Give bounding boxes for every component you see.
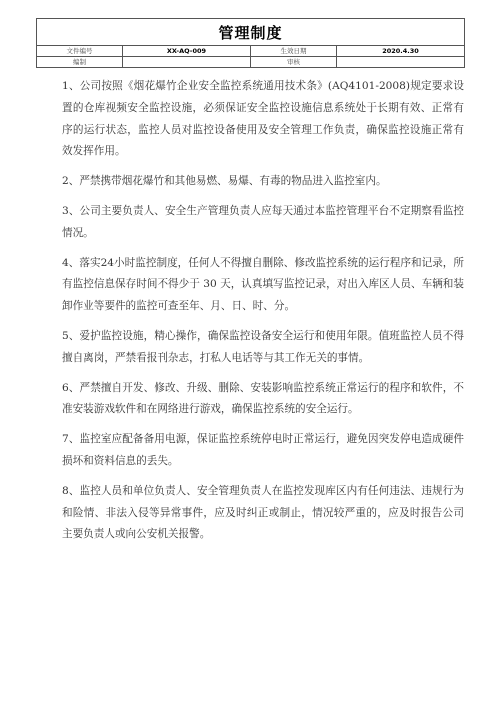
reviewed-by-label: 审核 xyxy=(251,57,337,68)
clause-3: 3、公司主要负责人、安全生产管理负责人应每天通过本监控管理平台不定期察看监控情况。 xyxy=(62,204,464,239)
doc-number-label: 文件编号 xyxy=(37,46,123,57)
compiled-by-value xyxy=(123,57,251,68)
document-title: 管理制度 xyxy=(37,19,465,46)
clause-2: 2、严禁携带烟花爆竹和其他易燃、易爆、有毒的物品进入监控室内。 xyxy=(62,175,387,188)
clause-5: 5、爱护监控设施，精心操作，确保监控设备安全运行和使用年限。值班监控人员不得擅自离岗，严禁看报刊杂志，打私人电话等与其工作无关的事情。 xyxy=(62,329,464,364)
effective-date-label: 生效日期 xyxy=(251,46,337,57)
doc-number-value: XX-AQ-009 xyxy=(123,46,251,57)
clause-4: 4、落实24小时监控制度，任何人不得擅自删除、修改监控系统的运行程序和记录，所有监控信息保存时间不得少于 30 天，认真填写监控记录，对出入库区人员、车辆和装卸作业等要件的监控可查至年、月、日、时、分。 xyxy=(62,256,464,313)
reviewed-by-value xyxy=(337,57,465,68)
clause-1: 1、公司按照《烟花爆竹企业安全监控系统通用技术条》(AQ4101-2008)规定要求设置的仓库视频安全监控设施，必须保证安全监控设施信息系统处于长期有效、正常有序的运行状态，监控人员对监控设备使用及安全管理工作负责，确保监控设施正常有效发挥作用。 xyxy=(62,80,464,158)
clause-7: 7、监控室应配备备用电源，保证监控系统停电时正常运行，避免因突发停电造成硬件损坏和资料信息的丢失。 xyxy=(62,433,464,467)
clause-6: 6、严禁擅自开发、修改、升级、删除、安装影响监控系统正常运行的程序和软件，不准安装游戏软件和在网络进行游戏，确保监控系统的安全运行。 xyxy=(62,381,464,416)
effective-date-value: 2020.4.30 xyxy=(337,46,465,57)
clause-8: 8、监控人员和单位负责人、安全管理负责人在监控发现库区内有任何违法、违规行为和险情、非法入侵等异常事件，应及时纠正或制止，情况较严重的，应及时报告公司主要负责人或向公安机关报警。 xyxy=(62,484,464,541)
document-body xyxy=(62,76,464,554)
compiled-by-label: 编制 xyxy=(37,57,123,68)
document-header-table xyxy=(36,18,465,68)
